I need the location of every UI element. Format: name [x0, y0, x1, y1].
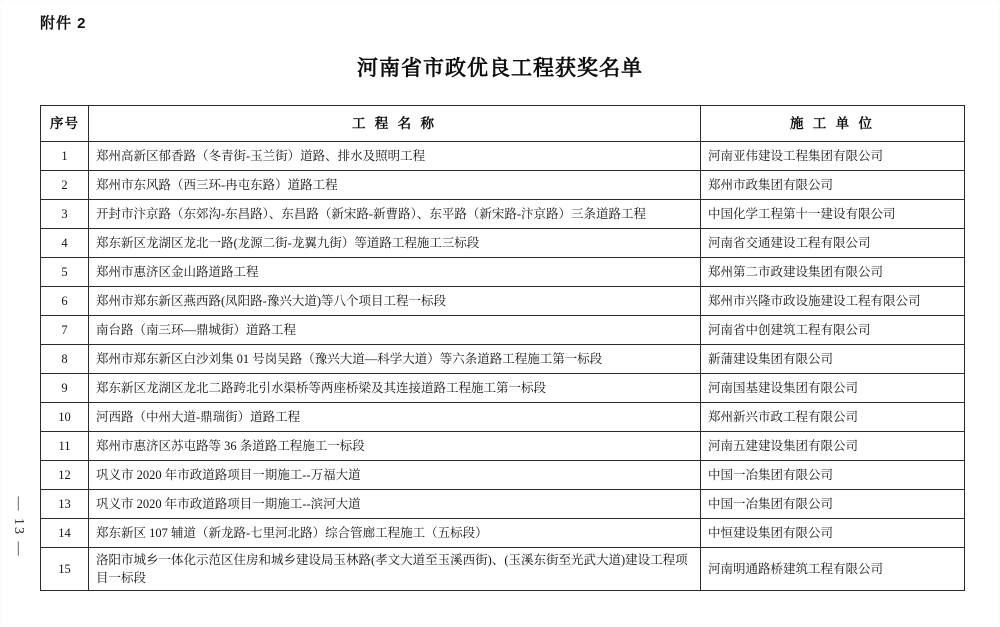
row-number-cell: 3 [41, 200, 89, 229]
company-cell: 河南亚伟建设工程集团有限公司 [701, 142, 965, 171]
project-name-cell: 洛阳市城乡一体化示范区住房和城乡建设局玉林路(孝文大道至玉溪西街)、(玉溪东街至光武大道)建设工程项目一标段 [89, 548, 701, 591]
company-cell: 河南明通路桥建筑工程有限公司 [701, 548, 965, 591]
page-number: — 13 — [11, 496, 26, 558]
project-name-cell: 南台路（南三环—鼎城街）道路工程 [89, 316, 701, 345]
project-name-cell: 郑州高新区郁香路（冬青街-玉兰街）道路、排水及照明工程 [89, 142, 701, 171]
project-name-cell: 郑州市东风路（西三环-冉屯东路）道路工程 [89, 171, 701, 200]
header-serial-number: 序号 [41, 106, 89, 142]
awards-table-header [41, 106, 965, 142]
row-number-cell: 13 [41, 490, 89, 519]
project-name-cell: 郑东新区龙湖区龙北一路(龙源二街-龙翼九街）等道路工程施工三标段 [89, 229, 701, 258]
table-row [41, 403, 965, 432]
row-number-cell: 4 [41, 229, 89, 258]
header-row [41, 106, 965, 142]
table-row [41, 374, 965, 403]
project-name-cell: 郑东新区龙湖区龙北二路跨北引水渠桥等两座桥梁及其连接道路工程施工第一标段 [89, 374, 701, 403]
row-number-cell: 2 [41, 171, 89, 200]
table-row [41, 258, 965, 287]
row-number-cell: 10 [41, 403, 89, 432]
row-number-cell: 6 [41, 287, 89, 316]
project-name-cell: 开封市汴京路（东郊沟-东昌路）、东昌路（新宋路-新曹路）、东平路（新宋路-汴京路）三条道路工程 [89, 200, 701, 229]
row-number-cell: 9 [41, 374, 89, 403]
table-row [41, 229, 965, 258]
row-number-cell: 14 [41, 519, 89, 548]
company-cell: 河南五建建设集团有限公司 [701, 432, 965, 461]
row-number-cell: 5 [41, 258, 89, 287]
company-cell: 中国一冶集团有限公司 [701, 490, 965, 519]
table-row [41, 519, 965, 548]
company-cell: 郑州市政集团有限公司 [701, 171, 965, 200]
awards-table [40, 105, 965, 591]
project-name-cell: 郑东新区 107 辅道（新龙路-七里河北路）综合管廊工程施工（五标段） [89, 519, 701, 548]
company-cell: 郑州第二市政建设集团有限公司 [701, 258, 965, 287]
company-cell: 中国化学工程第十一建设有限公司 [701, 200, 965, 229]
row-number-cell: 15 [41, 548, 89, 591]
table-row [41, 548, 965, 591]
project-name-cell: 巩义市 2020 年市政道路项目一期施工--滨河大道 [89, 490, 701, 519]
header-project-name: 工 程 名 称 [89, 106, 701, 142]
row-number-cell: 7 [41, 316, 89, 345]
project-name-cell: 郑州市惠济区苏屯路等 36 条道路工程施工一标段 [89, 432, 701, 461]
project-name-cell: 河西路（中州大道-鼎瑞街）道路工程 [89, 403, 701, 432]
row-number-cell: 12 [41, 461, 89, 490]
company-cell: 中恒建设集团有限公司 [701, 519, 965, 548]
company-cell: 河南国基建设集团有限公司 [701, 374, 965, 403]
company-cell: 河南省交通建设工程有限公司 [701, 229, 965, 258]
project-name-cell: 郑州市郑东新区燕西路(凤阳路-豫兴大道)等八个项目工程一标段 [89, 287, 701, 316]
table-row [41, 200, 965, 229]
table-row [41, 461, 965, 490]
attachment-label: 附件 2 [40, 15, 87, 32]
table-row [41, 432, 965, 461]
table-row [41, 287, 965, 316]
project-name-cell: 郑州市郑东新区白沙刘集 01 号岗吴路（豫兴大道—科学大道）等六条道路工程施工第一标段 [89, 345, 701, 374]
row-number-cell: 1 [41, 142, 89, 171]
table-row [41, 490, 965, 519]
company-cell: 中国一冶集团有限公司 [701, 461, 965, 490]
table-row [41, 345, 965, 374]
company-cell: 新蒲建设集团有限公司 [701, 345, 965, 374]
header-construction-unit: 施 工 单 位 [701, 106, 965, 142]
project-name-cell: 郑州市惠济区金山路道路工程 [89, 258, 701, 287]
page-title: 河南省市政优良工程获奖名单 [357, 57, 643, 80]
company-cell: 郑州新兴市政工程有限公司 [701, 403, 965, 432]
company-cell: 河南省中创建筑工程有限公司 [701, 316, 965, 345]
company-cell: 郑州市兴隆市政设施建设工程有限公司 [701, 287, 965, 316]
table-row [41, 171, 965, 200]
row-number-cell: 8 [41, 345, 89, 374]
table-row [41, 142, 965, 171]
project-name-cell: 巩义市 2020 年市政道路项目一期施工--万福大道 [89, 461, 701, 490]
row-number-cell: 11 [41, 432, 89, 461]
awards-table-body [41, 142, 965, 591]
table-row [41, 316, 965, 345]
